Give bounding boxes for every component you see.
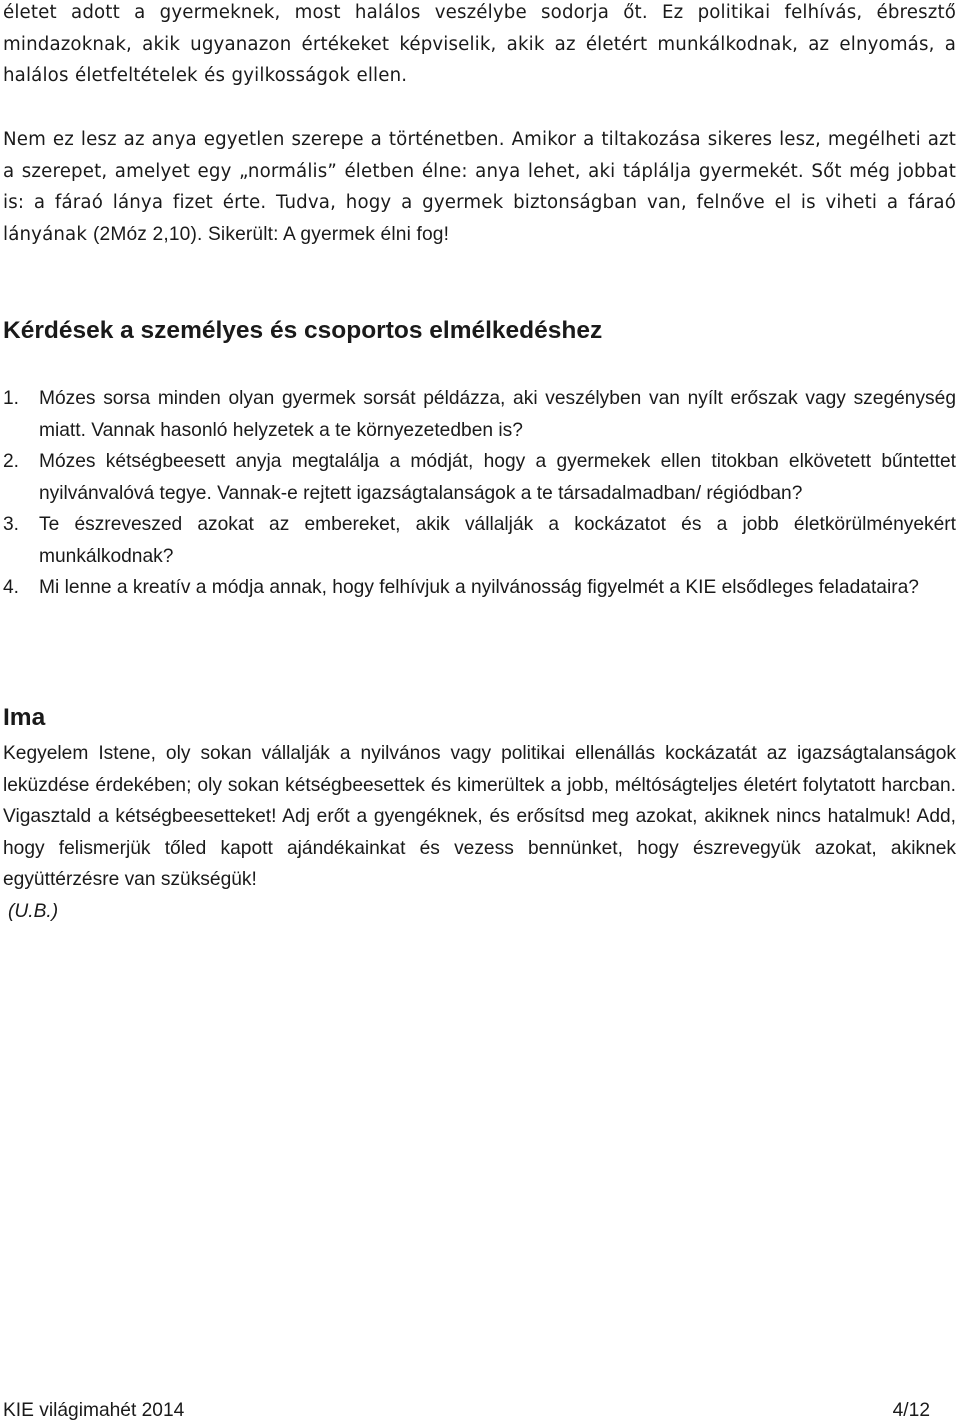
question-number: 3. xyxy=(3,514,20,535)
question-item xyxy=(3,572,956,604)
prayer-heading: Ima xyxy=(3,704,46,731)
page-number: 4/12 xyxy=(892,1400,930,1421)
questions-heading: Kérdések a személyes és csoportos elmélkedéshez xyxy=(3,317,603,344)
page-footer xyxy=(3,1398,930,1424)
question-number: 2. xyxy=(3,451,20,472)
questions-list xyxy=(3,383,956,604)
story-paragraph xyxy=(3,124,956,250)
story-paragraph-ending: (2Móz 2,10). Sikerült: A gyermek élni fog! xyxy=(92,223,450,245)
question-item xyxy=(3,446,956,509)
prayer-signature: (U.B.) xyxy=(8,901,59,922)
question-item xyxy=(3,509,956,572)
question-text: Mózes kétségbeesett anyja megtalálja a módját, hogy a gyermekek ellen titokban elkövetett bűntettet nyilvánvalóvá tegye. Vannak-e rejtett igazságtalanságok a te társadalmadban/ régiódban? xyxy=(39,451,956,504)
question-number: 4. xyxy=(3,577,20,598)
intro-paragraph: életet adott a gyermeknek, most halálos veszélybe sodorja őt. Ez politikai felhívás, ébresztő mindazoknak, akik ugyanazon értékeket képviselik, akik az életért munkálkodnak, az elnyomás, a halálos életfeltételek és gyilkosságok ellen. xyxy=(3,2,956,86)
question-text: Mózes sorsa minden olyan gyermek sorsát példázza, aki veszélyben van nyílt erőszak vagy szegénység miatt. Vannak hasonló helyzetek a te környezetedben is? xyxy=(39,388,956,441)
question-number: 1. xyxy=(3,388,20,409)
footer-title: KIE világimahét 2014 xyxy=(3,1400,185,1421)
question-item xyxy=(3,383,956,446)
prayer-text: Kegyelem Istene, oly sokan vállalják a nyilvános vagy politikai ellenállás kockázatát az igazságtalanságok leküzdése érdekében; oly sokan kétségbeesettek és kimerültek a jobb, méltóságteljes életért folytatott harcban. Vigasztald a kétségbeesetteket! Adj erőt a gyengéknek, és erősítsd meg azokat, akiknek nincs hatalmuk! Add, hogy felismerjük tőled kapott ajándékainkat és vezess bennünket, hogy észrevegyük azokat, akiknek együttérzésre van szükségük! xyxy=(3,743,956,890)
question-text: Mi lenne a kreatív a módja annak, hogy felhívjuk a nyilvánosság figyelmét a KIE elsődleges feladataira? xyxy=(39,577,919,598)
question-text: Te észreveszed azokat az embereket, akik vállalják a kockázatot és a jobb életkörülményekért munkálkodnak? xyxy=(39,514,956,567)
story-paragraph-text: Nem ez lesz az anya egyetlen szerepe a történetben. Amikor a tiltakozása sikeres lesz, megélheti azt a szerepet, amelyet egy „normális” életben élne: anya lehet, aki táplálja gyermekét. Sőt még jobbat is: a fáraó lánya fizet érte. Tudva, hogy a gyermek biztonságban van, felnőve el is viheti a fáraó lányának xyxy=(3,129,956,245)
